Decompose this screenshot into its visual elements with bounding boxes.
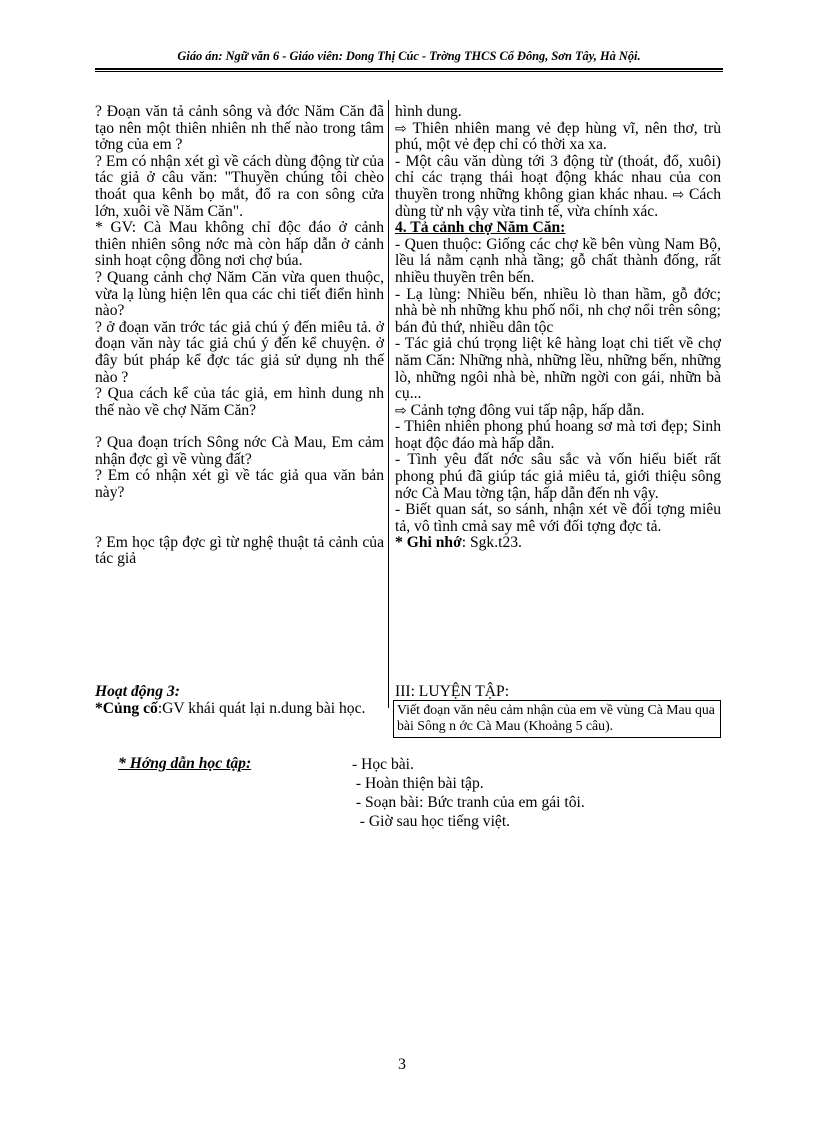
answer-1: hình dung. (395, 103, 462, 120)
question-3: ? Quang cảnh chợ Năm Căn vừa quen thuộc, vừa lạ lùng hiện lên qua các chi tiết điển hình nào? (95, 268, 384, 320)
column-divider (388, 100, 389, 708)
page-number: 3 (398, 1056, 406, 1073)
practice-title: III: LUYỆN TẬP: (395, 683, 510, 700)
header-rule-thin (95, 71, 723, 72)
left-column-questions (95, 104, 384, 568)
answer-3: - Một câu văn dùng tới 3 động từ (thoát, đổ, xuôi) chỉ các trạng thái hoạt động khác nhau của con thuyền trong những không gian khác nhau. ⇨ Cách dùng từ nh vậy vừa tinh tế, vừa chính xác. (395, 152, 721, 220)
activity-3 (95, 684, 384, 717)
answer-8: - Thiên nhiên phong phú hoang sơ mà tơi đẹp; Sinh hoạt độc đáo mà hấp dẫn. (395, 418, 721, 452)
answer-2: ⇨ Thiên nhiên mang vẻ đẹp hùng vĩ, nên thơ, trù phú, một vẻ đẹp chỉ có thời xa xa. (395, 119, 721, 154)
ghinho: * Ghi nhớ: Sgk.t23. (395, 534, 522, 552)
guide-item: - Hoàn thiện bài tập. (352, 775, 484, 792)
question-5: ? Qua cách kể của tác giả, em hình dung nh thế nào về chợ Năm Căn? (95, 385, 384, 419)
arrow-right-icon: ⇨ (395, 120, 407, 137)
study-guide-label: * Hớng dẫn học tập: (118, 755, 252, 772)
guide-item: - Học bài. (352, 756, 414, 773)
answer-10: - Biết quan sát, so sánh, nhận xét về đối tợng miêu tả, vô tình cmả say mê với đối tợng đợc tả. (395, 501, 721, 535)
arrow-right-icon: ⇨ (395, 402, 407, 419)
activity-3-title: Hoạt động 3: (95, 683, 180, 700)
header-rule (95, 68, 723, 70)
question-4: ? ở đoạn văn trớc tác giả chú ý đến miêu tả. ở đoạn văn này tác giả chú ý đến kể chuyện. ở đây bút pháp kể đợc tác giả sử dụng nh thế nào ? (95, 318, 384, 386)
arrow-right-icon: ⇨ (672, 186, 685, 203)
guide-item: - Giờ sau học tiếng việt. (352, 813, 511, 830)
answer-6: - Tác giả chú trọng liệt kê hàng loạt chi tiết về chợ năm Căn: Những nhà, những lều, những bến, những lò, những ngôi nhà bè, nhữn ngời con gái, nhữn bà cụ... (395, 335, 721, 403)
question-7: ? Em có nhận xét gì về tác giả qua văn bản này? (95, 467, 384, 502)
question-8: ? Em học tập đợc gì từ nghệ thuật tả cảnh của tác giả (95, 533, 384, 568)
right-column-answers (395, 104, 721, 552)
page-header: Giáo án: Ngữ văn 6 - Giáo viên: Dong Thị Cúc - Trờng THCS Cổ Đông, Sơn Tây, Hà Nội. (177, 49, 641, 63)
answer-5: - Lạ lùng: Nhiều bến, nhiều lò than hầm, gỗ đớc; nhà bè nh những khu phố nổi, nh chợ nổi trên sông; bán đủ thứ, nhiều dân tộc (395, 285, 721, 336)
section-4-heading: 4. Tả cảnh chợ Năm Căn: (395, 219, 566, 237)
answer-9: - Tình yêu đất nớc sâu sắc và vốn hiểu biết rất phong phú đã giúp tác giả miêu tả, giới thiệu sông nớc Cà Mau tờng tận, hấp dẫn đến nh vậy. (395, 451, 721, 502)
answer-4: - Quen thuộc: Giống các chợ kề bên vùng Nam Bộ, lều lá nằm cạnh nhà tầng; gỗ chất thành đống, rất nhiều thuyền trên bến. (395, 235, 721, 286)
question-1: ? Đoạn văn tả cảnh sông và đớc Năm Căn đã tạo nên một thiên nhiên nh thế nào trong tâm tởng của em ? (95, 103, 384, 154)
guide-item: - Soạn bài: Bức tranh của em gái tôi. (352, 794, 585, 811)
question-6: ? Qua đoạn trích Sông nớc Cà Mau, Em cảm nhận đợc gì về vùng đất? (95, 434, 384, 468)
question-2: ? Em có nhận xét gì về cách dùng động từ của tác giả ở câu văn: "Thuyền chúng tôi chèo thoát qua kênh bọ mắt, đổ ra con sông cửa lớn, xuôi về Năm Căn". (95, 152, 384, 220)
activity-3-text: *Củng cố:GV khái quát lại n.dung bài học. (95, 699, 366, 717)
answer-7: ⇨ Cảnh tợng đông vui tấp nập, hấp dẫn. (395, 401, 645, 419)
practice-box: Viết đoạn văn nêu cảm nhận của em về vùng Cà Mau qua bài Sông n ớc Cà Mau (Khoảng 5 câu). (393, 700, 721, 738)
teacher-note: * GV: Cà Mau không chỉ độc đáo ở cảnh thiên nhiên sông nớc mà còn hấp dẫn ở cảnh sinh hoạt cộng đồng nơi chợ búa. (95, 219, 384, 270)
study-guide-list (352, 755, 585, 831)
